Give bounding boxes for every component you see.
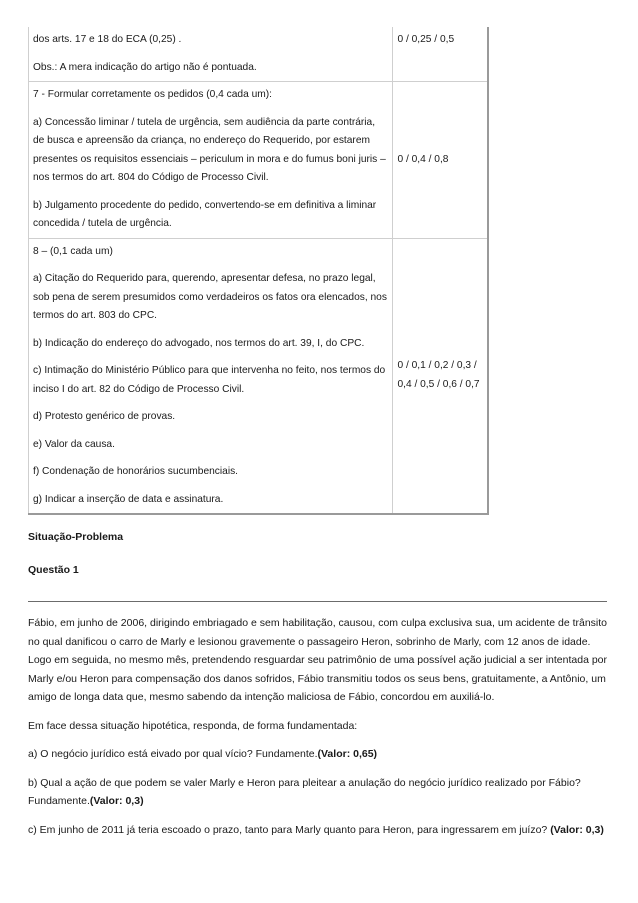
instruction-paragraph: Em face dessa situação hipotética, responda, de forma fundamentada: bbox=[28, 719, 358, 732]
score-cell: 0 / 0,1 / 0,2 / 0,3 / 0,4 / 0,5 / 0,6 / 0,7 bbox=[393, 238, 488, 514]
criterion-item: b) Julgamento procedente do pedido, convertendo-se em definitiva a liminar concedida / tutela de urgência. bbox=[33, 199, 377, 229]
criterion-cell bbox=[29, 82, 393, 239]
question-text: c) Em junho de 2011 já teria escoado o prazo, tanto para Marly quanto para Heron, para ingressarem em juízo? bbox=[28, 823, 551, 836]
question-body bbox=[28, 614, 608, 849]
question-title: Questão 1 bbox=[28, 564, 79, 576]
criterion-item: g) Indicar a inserção de data e assinatura. bbox=[33, 493, 224, 505]
criterion-item: f) Condenação de honorários sucumbenciais. bbox=[33, 466, 239, 477]
grading-table bbox=[28, 27, 489, 515]
criterion-heading: 7 - Formular corretamente os pedidos (0,4 cada um): bbox=[33, 89, 272, 100]
table-row bbox=[29, 27, 489, 82]
question-value: (Valor: 0,65) bbox=[317, 748, 378, 760]
table-row bbox=[29, 238, 489, 514]
question-text: b) Qual a ação de que podem se valer Marly e Heron para pleitear a anulação do negócio jurídico realizado por Fábio? Fundamente. bbox=[28, 776, 581, 807]
criterion-item: c) Intimação do Ministério Público para que intervenha no feito, nos termos do inciso I do art. 82 do Código de Processo Civil. bbox=[33, 365, 386, 395]
table-row bbox=[29, 82, 489, 239]
criterion-heading: 8 – (0,1 cada um) bbox=[33, 245, 113, 257]
criterion-text: dos arts. 17 e 18 do ECA (0,25) . bbox=[33, 34, 182, 45]
criterion-item: b) Indicação do endereço do advogado, nos termos do art. 39, I, do CPC. bbox=[33, 337, 365, 349]
horizontal-divider bbox=[28, 601, 607, 602]
score-cell: 0 / 0,4 / 0,8 bbox=[393, 82, 488, 239]
question-value: (Valor: 0,3) bbox=[550, 823, 604, 836]
question-c bbox=[28, 821, 608, 840]
question-a bbox=[28, 745, 608, 764]
section-title: Situação-Problema bbox=[28, 531, 124, 543]
scenario-paragraph: Fábio, em junho de 2006, dirigindo embriagado e sem habilitação, causou, com culpa exclusiva sua, um acidente de trânsito no qual danificou o carro de Marly e lesionou gravemente o passageiro Heron, sobrinho de Marly, com 12 anos de idade. Logo em seguida, no mesmo mês, pretendendo resguardar seu patrimônio de uma possível ação judicial a ser intentada por Marly e/ou Heron para compensação dos danos sofridos, Fábio transmitiu todos os seus bens, gratuitamente, a Antônio, um amigo de longa data que, mesmo sabendo da intenção maliciosa de Fábio, concordou em auxiliá-lo. bbox=[28, 617, 608, 703]
criterion-item: e) Valor da causa. bbox=[33, 438, 115, 450]
criterion-item: a) Citação do Requerido para, querendo, apresentar defesa, no prazo legal, sob pena de serem presumidos como verdadeiros os fatos ora elencados, nos termos do art. 803 do CPC. bbox=[33, 273, 387, 321]
criterion-cell bbox=[29, 238, 393, 514]
criterion-item: a) Concessão liminar / tutela de urgência, sem audiência da parte contrária, de busca e apreensão da criança, no endereço do Requerido, por estarem presentes os requisitos essenciais – periculum in mora e do fumus boni juris – nos termos do art. 804 do Código de Processo Civil. bbox=[33, 116, 386, 183]
criterion-item: d) Protesto genérico de provas. bbox=[33, 411, 176, 422]
question-b bbox=[28, 774, 608, 811]
score-cell: 0 / 0,25 / 0,5 bbox=[393, 27, 488, 82]
criterion-cell bbox=[29, 27, 393, 82]
criterion-note: Obs.: A mera indicação do artigo não é pontuada. bbox=[33, 61, 257, 73]
question-text: a) O negócio jurídico está eivado por qual vício? Fundamente. bbox=[28, 748, 318, 760]
question-value: (Valor: 0,3) bbox=[89, 795, 144, 807]
